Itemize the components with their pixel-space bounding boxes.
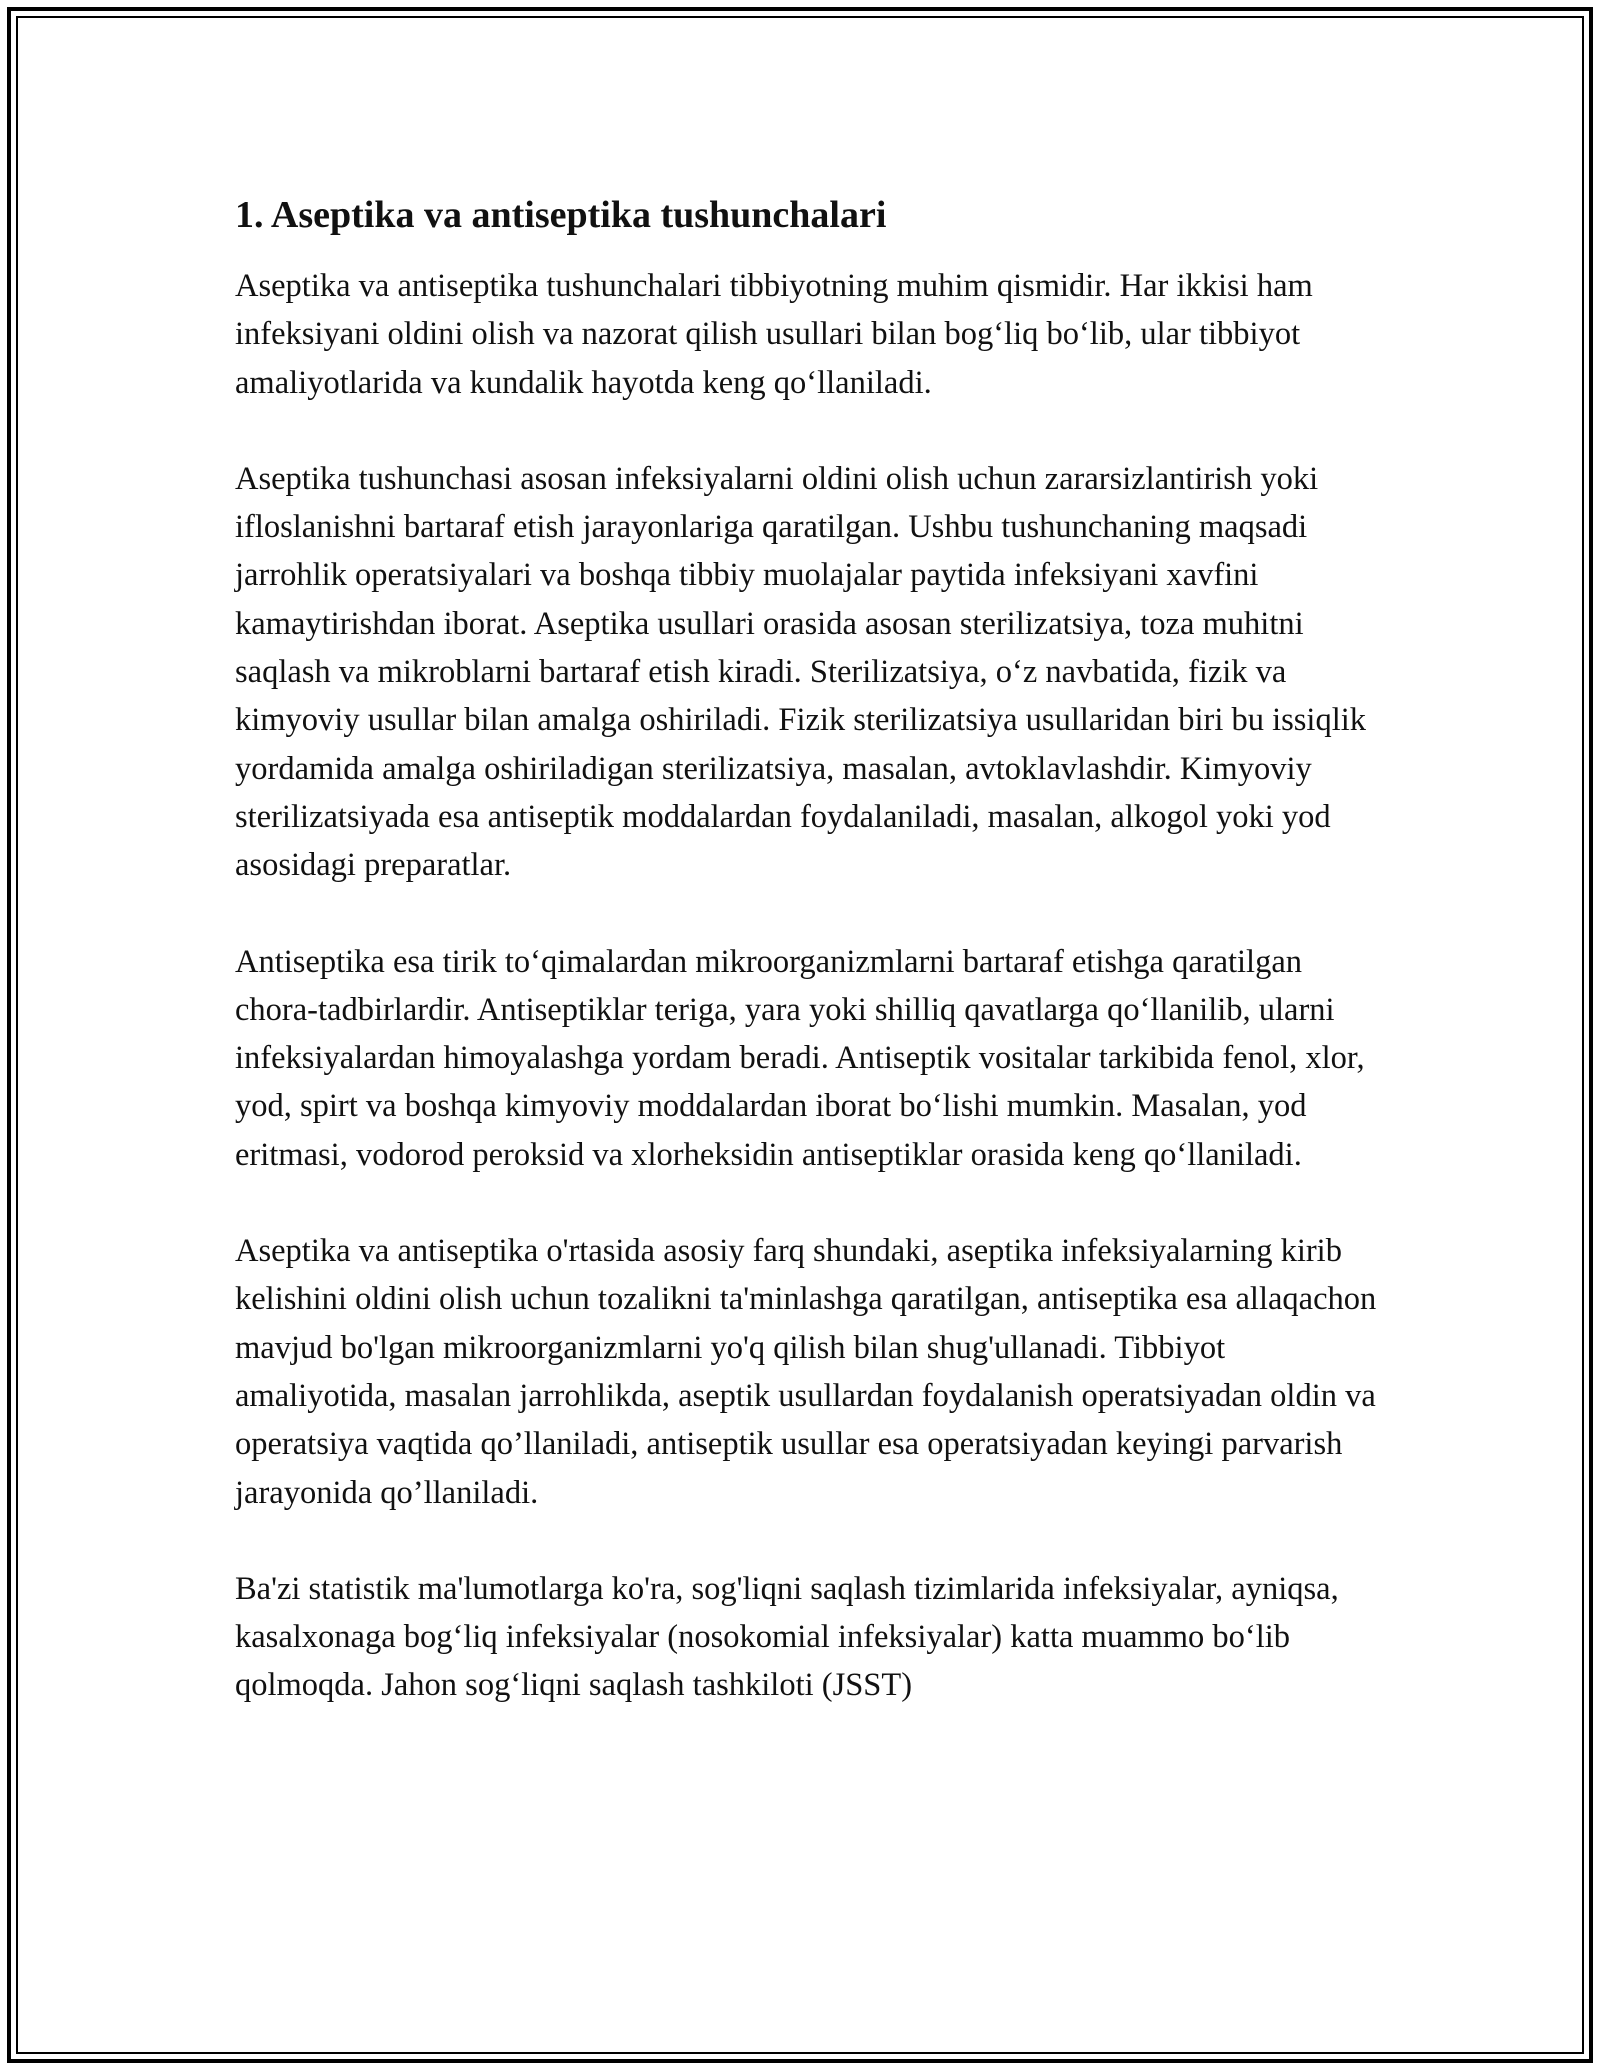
section-heading: 1. Aseptika va antiseptika tushunchalari [235, 194, 887, 236]
paragraph-statistics: Ba'zi statistik ma'lumotlarga ko'ra, sog'liqni saqlash tizimlarida infeksiyalar, ayniqsa, kasalxonaga bog‘liq infeksiyalar (nosokomial infeksiyalar) katta muammo bo‘lib qolmoqda. Jahon sog‘liqni saqlash tashkiloti (JSST) [235, 1570, 1339, 1704]
paragraph-difference: Aseptika va antiseptika o'rtasida asosiy farq shundaki, aseptika infeksiyalarning kirib kelishini oldini olish uchun tozalikni ta'minlashga qaratilgan, antiseptika esa allaqachon mavjud bo'lgan mikroorganizmlarni yo'q qilish bilan shug'ullanadi. Tibbiyot amaliyotida, masalan jarrohlikda, aseptik usullardan foydalanish operatsiyadan oldin va operatsiya vaqtida qo’llaniladi, antiseptik usullar esa operatsiyadan keyingi parvarish jarayonida qo’llaniladi. [235, 1233, 1377, 1511]
document-body [235, 190, 1385, 1758]
paragraph-antiseptika: Antiseptika esa tirik to‘qimalardan mikroorganizmlarni bartaraf etishga qaratilgan chora-tadbirlardir. Antiseptiklar teriga, yara yoki shilliq qavatlarga qo‘llanilib, ularni infeksiyalardan himoyalashga yordam beradi. Antiseptik vositalar tarkibida fenol, xlor, yod, spirt va boshqa kimyoviy moddalardan iborat bo‘lishi mumkin. Masalan, yod eritmasi, vodorod peroksid va xlorheksidin antiseptiklar orasida keng qo‘llaniladi. [235, 943, 1365, 1173]
paragraph-intro: Aseptika va antiseptika tushunchalari tibbiyotning muhim qismidir. Har ikkisi ham infeksiyani oldini olish va nazorat qilish usullari bilan bog‘liq bo‘lib, ular tibbiyot amaliyotlarida va kundalik hayotda keng qo‘llaniladi. [235, 268, 1313, 401]
paragraph-aseptika: Aseptika tushunchasi asosan infeksiyalarni oldini olish uchun zararsizlantirish yoki ifloslanishni bartaraf etish jarayonlariga qaratilgan. Ushbu tushunchaning maqsadi jarrohlik operatsiyalari va boshqa tibbiy muolajalar paytida infeksiyani xavfini kamaytirishdan iborat. Aseptika usullari orasida asosan sterilizatsiya, toza muhitni saqlash va mikroblarni bartaraf etish kiradi. Sterilizatsiya, o‘z navbatida, fizik va kimyoviy usullar bilan amalga oshiriladi. Fizik sterilizatsiya usullaridan biri bu issiqlik yordamida amalga oshiriladigan sterilizatsiya, masalan, avtoklavlashdir. Kimyoviy sterilizatsiyada esa antiseptik moddalardan foydalaniladi, masalan, alkogol yoki yod asosidagi preparatlar. [235, 460, 1367, 884]
